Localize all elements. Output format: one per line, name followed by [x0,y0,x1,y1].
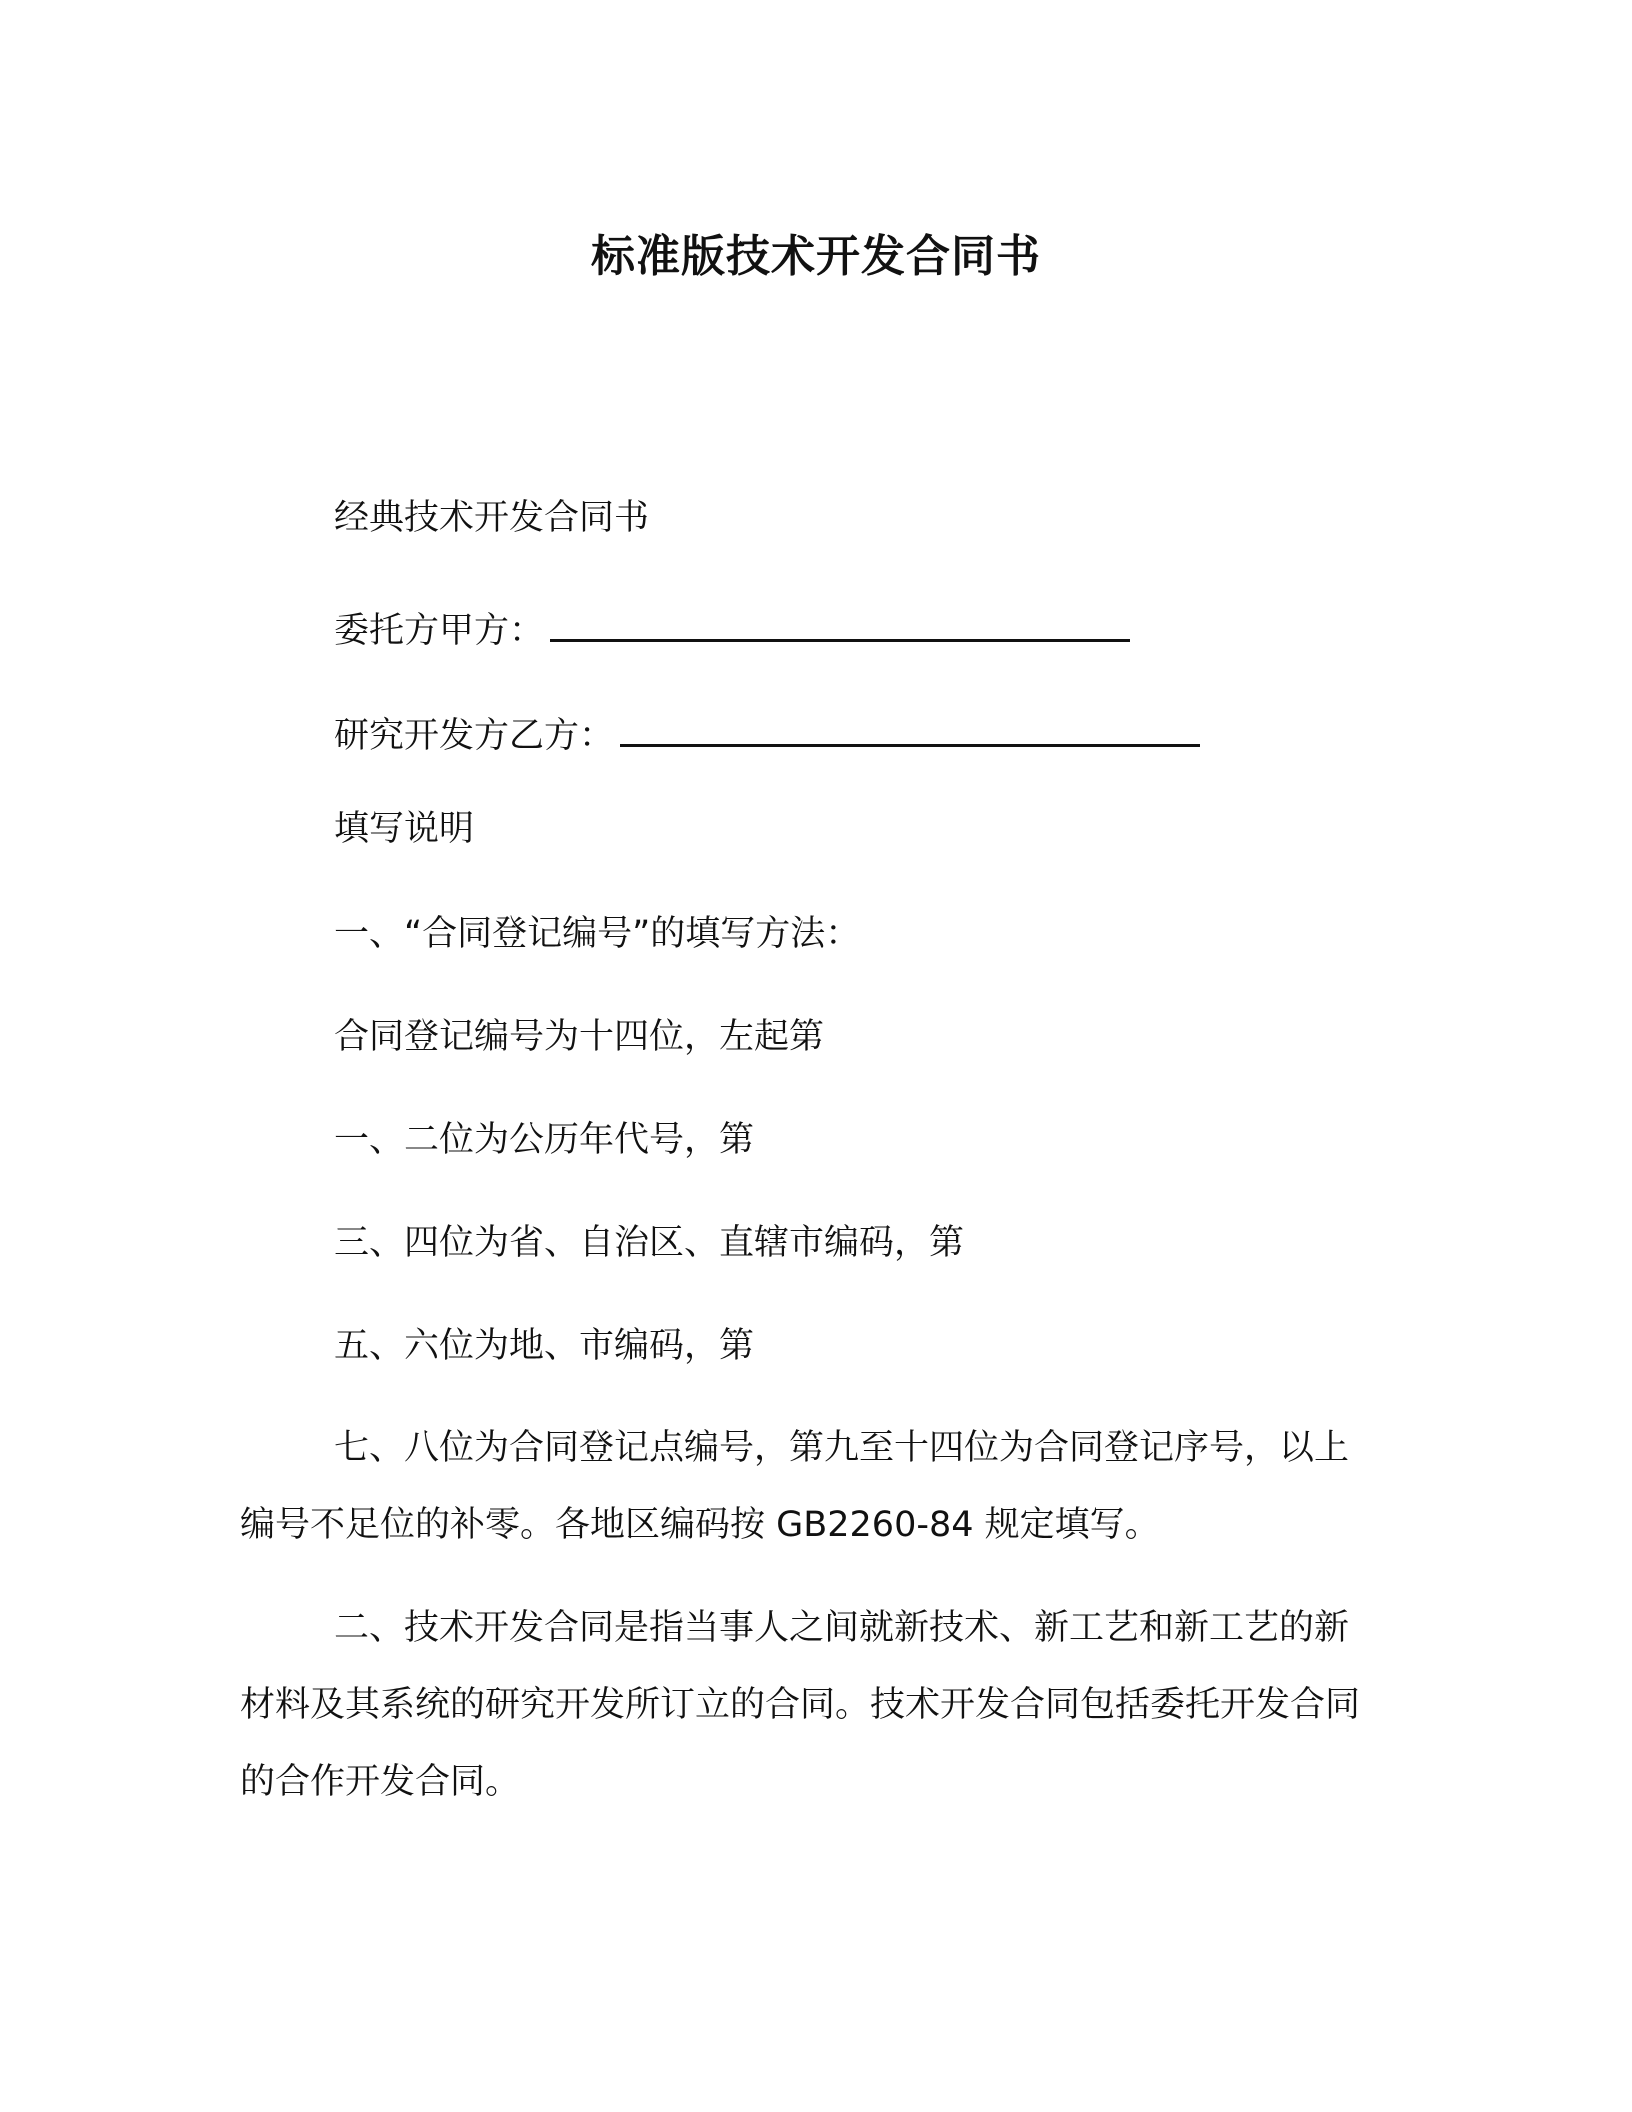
party-a-label: 委托方甲方： [334,611,545,651]
paragraph-contract-definition: 二、技术开发合同是指当事人之间就新技术、新工艺和新工艺的新材料及其系统的研究开发所订立的合同。技术开发合同包括委托开发合同的合作开发合同。 [240,1608,1361,1802]
party-b-label: 研究开发方乙方： [334,716,615,756]
instruction-line: 五、六位为地、市编码，第 [334,1326,755,1366]
instructions-heading: 填写说明 [334,809,475,849]
party-b-fill-line [620,710,1200,747]
paragraph-numbering-rules: 七、八位为合同登记点编号，第九至十四位为合同登记序号，以上编号不足位的补零。各地区编码按 GB2260-84 规定填写。 [240,1428,1350,1545]
instruction-line: 一、“合同登记编号”的填写方法： [334,914,861,954]
party-a-fill-line [550,605,1130,642]
instruction-line: 合同登记编号为十四位，左起第 [334,1017,825,1057]
party-a-row [334,605,1130,655]
instruction-line: 一、二位为公历年代号，第 [334,1120,755,1160]
instruction-line: 三、四位为省、自治区、直辖市编码，第 [334,1223,965,1263]
document-title: 标准版技术开发合同书 [591,231,1041,282]
subtitle: 经典技术开发合同书 [334,498,650,538]
party-b-row [334,710,1200,760]
